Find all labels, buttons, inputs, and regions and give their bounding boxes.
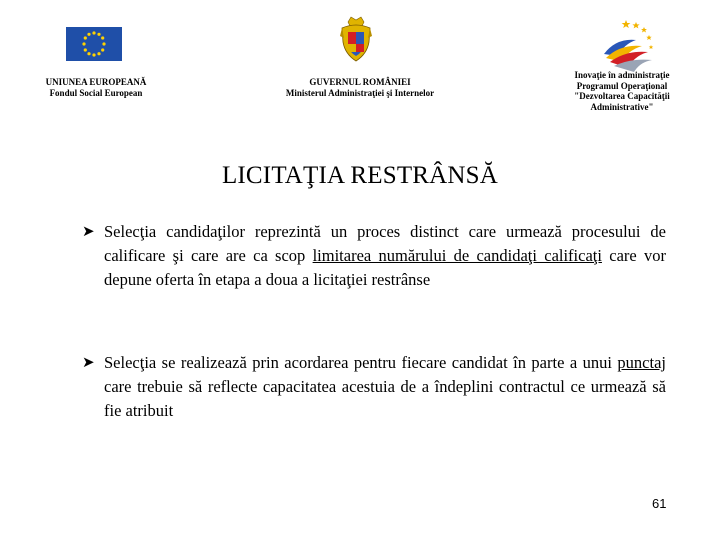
government-caption-line2: Ministerul Administraţiei şi Internelor <box>285 88 435 98</box>
bullet-2-underlined-text: punctaj <box>617 353 666 372</box>
programme-caption-line1: Inovaţie în administraţie <box>574 70 670 80</box>
bullet-item-2 <box>82 351 666 423</box>
government-caption-line1: GUVERNUL ROMÂNIEI <box>309 77 411 87</box>
arrow-bullet-icon: ➤ <box>82 355 95 371</box>
bullet-2-text-end: care trebuie să reflecte capacitatea acestuia de a îndeplini contractul ce urmează să fie atribuit <box>104 377 666 420</box>
bullet-item-1 <box>82 220 666 292</box>
page-number: 61 <box>652 496 667 511</box>
bullet-1-text-end: care vor depune oferta în etapa a doua a licitaţiei restrânse <box>104 246 666 289</box>
programme-caption-line4: Administrative" <box>590 101 654 112</box>
programme-caption <box>556 70 688 112</box>
eu-caption-line2: Fondul Social European <box>49 88 143 98</box>
eu-caption-line1: UNIUNEA EUROPEANĂ <box>45 77 147 87</box>
eu-caption <box>28 77 164 99</box>
bullet-2-text-start: Selecţia se realizează prin acordarea pentru fiecare candidat în parte a unui <box>104 353 618 372</box>
programme-caption-line3: "Dezvoltarea Capacităţii <box>574 91 670 101</box>
government-caption <box>270 77 450 99</box>
eu-flag-icon <box>66 27 122 61</box>
slide-title: LICITAŢIA RESTRÂNSĂ <box>221 162 499 189</box>
romania-coat-of-arms-icon <box>339 14 373 64</box>
arrow-bullet-icon: ➤ <box>82 224 95 240</box>
bullet-1-text-start: Selecţia candidaţilor reprezintă un proces distinct care urmează procesului de calificare şi care are ca scop <box>104 222 666 265</box>
programme-caption-line2: Programul Operaţional <box>576 80 668 91</box>
bullet-1-underlined-text: limitarea numărului de candidaţi calificaţi <box>312 246 602 265</box>
programme-logo-icon <box>596 18 660 74</box>
